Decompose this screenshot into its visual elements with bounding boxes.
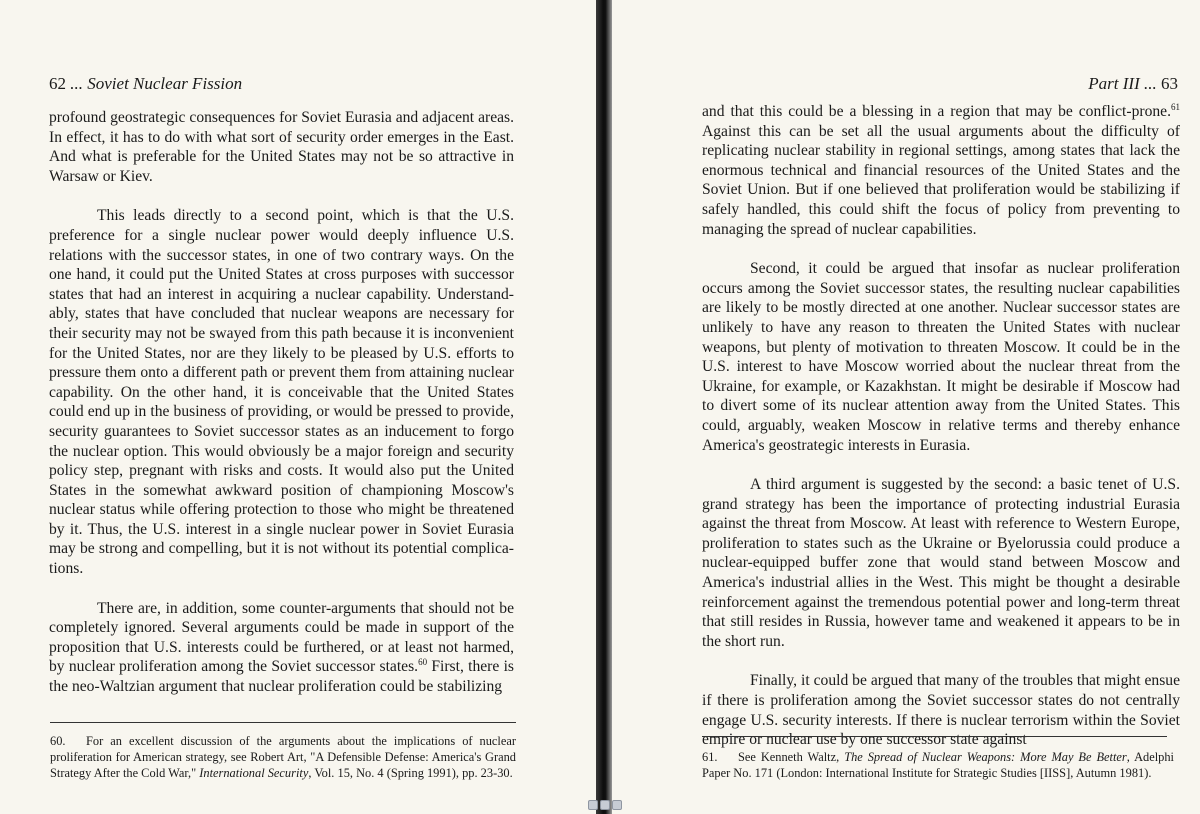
footnote: 61. See Kenneth Waltz, The Spread of Nuclear Weapons: More May Be Better, Adelphi Paper No. 171 (London: International Institute for Strategic Studies [IISS], Autumn 1981).: [702, 750, 1175, 780]
paragraph: There are, in addition, some counter-arguments that should not be completely ignored. Several arguments could be made in support of the proposition that U.S. interests could be furthered, or at least not harmed, by nuclear proliferation among the Soviet successor states.$^{60}$ First, there is the neo-Waltzian argument that nuclear proliferation could be stabilizing: [49, 599, 514, 696]
footnote-divider: [702, 736, 1167, 737]
footnote-reference[interactable]: 61: [1171, 102, 1180, 112]
footnote-number: 60.: [50, 734, 66, 748]
paragraph: This leads directly to a second point, which is that the U.S. preference for a single nuclear power would deeply influence U.S. relations with the successor states, in one of two contrary ways. On the one hand, it could put the United States at cross purposes with successor states that had an interest in acquiring a nuclear capability. Understand-ably, states that have concluded that nuclear weapons are necessary for their security may not be swayed from this path because it is inconvenient for the United States, nor are they likely to be pleased by U.S. efforts to pressure them onto a different path or prevent them from attaining nuclear capability. On the other hand, it is conceivable that the United States could end up in the business of providing, or would be pressed to provide, security guarantees to Soviet successor states as an inducement to forgo the nuclear option. This would obviously be a major foreign and security policy step, pregnant with risks and costs. It would also put the United States in the somewhat awkward position of championing Moscow's nuclear status while offering protection to those who might be threatened by it. Thus, the U.S. interest in a single nuclear power in Soviet Eurasia may be strong and compelling, but it is not without its potential complica-tions.: [49, 207, 514, 578]
page-dot-icon[interactable]: [612, 800, 622, 810]
paragraph: Second, it could be argued that insofar as nuclear proliferation occurs among the Soviet successor states, the resulting nuclear capabilities are likely to be mostly directed at one another. Nuclear successor states are unlikely to have any reason to threaten the United States with nuclear weapons, but plenty of motivation to threaten Moscow. It could be in the U.S. interest to have Moscow worried about the nuclear threat from the Ukraine, for example, or Kazakhstan. It might be desirable if Moscow had to divert some of its nuclear attention away from the United States. This could, arguably, weaken Moscow in relative terms and thereby enhance America's geostrategic interests in Eurasia.: [702, 260, 1180, 454]
paragraph: and that this could be a blessing in a region that may be conflict-prone.$^{61}$ Against this can be set all the usual arguments about the difficulty of replicating nuclear stability in regional settings, among states that lack the enormous technical and financial resources of the United States and the Soviet Union. But if one believed that proliferation would be stabilizing if safely handled, this could shift the focus of policy from preventing to managing the spread of nuclear capabilities.: [702, 102, 1180, 238]
footnote-number: 61.: [702, 750, 718, 764]
page-dot-icon[interactable]: [600, 800, 610, 810]
book-gutter: [596, 0, 612, 814]
book-title: The Spread of Nuclear Weapons: More May Be Better: [844, 750, 1127, 764]
page-dot-icon[interactable]: [588, 800, 598, 810]
page-navigation[interactable]: [588, 800, 622, 810]
body-text: [702, 102, 1180, 750]
running-title: Part III ...: [1088, 74, 1157, 93]
page-number: 63: [1161, 74, 1178, 93]
footnote: 60. For an excellent discussion of the arguments about the implications of nuclear proliferation for American strategy, see Robert Art, "A Defensible Defense: America's Grand Strategy After the Cold War," International Security, Vol. 15, No. 4 (Spring 1991), pp. 23-30.: [50, 734, 516, 780]
running-head-left: [49, 74, 514, 108]
footnote-divider: [50, 722, 516, 723]
paragraph: profound geostrategic consequences for Soviet Eurasia and adjacent areas. In effect, it has to do with what sort of security order emerges in the East. And what is preferable for the United States may not be so attractive in Warsaw or Kiev.: [49, 109, 514, 185]
right-page: [612, 0, 1200, 814]
paragraph: A third argument is suggested by the second: a basic tenet of U.S. grand strategy has been the importance of protecting industrial Eurasia against the threat from Moscow. At least with reference to Western Europe, proliferation to states such as the Ukraine or Byelorussia could produce a nuclear-equipped buffer zone that would stand between Moscow and America's industrial allies in the West. This might be thought a desirable reinforcement against the tremendous potential power and long-term threat that still resides in Russia, however tame and weakened it appears to be in the short run.: [702, 476, 1180, 650]
footnote-reference[interactable]: 60: [418, 657, 428, 668]
running-title: ... Soviet Nuclear Fission: [70, 74, 243, 93]
journal-title: International Security: [199, 766, 309, 780]
page-number: 62: [49, 74, 66, 93]
left-page: [0, 0, 596, 814]
paragraph: Finally, it could be argued that many of the troubles that might ensue if there is proliferation among the Soviet successor states do not centrally engage U.S. security interests. If there is nuclear terrorism within the Soviet empire or nuclear use by one successor state against: [702, 672, 1180, 749]
body-text: [49, 108, 514, 697]
